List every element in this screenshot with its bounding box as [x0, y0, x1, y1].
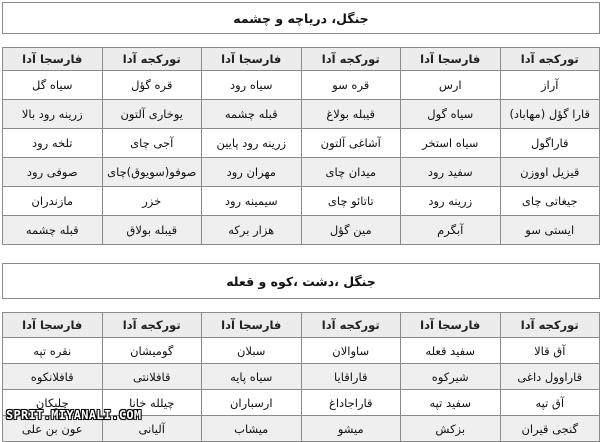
- table-cell: آق تپه: [500, 390, 600, 416]
- table-cell: قره سو: [301, 71, 401, 100]
- table-cell: سیاه رود: [202, 71, 302, 100]
- table-cell: قاراگول: [500, 129, 600, 158]
- table-cell: چیلله خانا: [102, 390, 202, 416]
- table-cell: یوخاری آلتون: [102, 100, 202, 129]
- table-cell: سیاه پایه: [202, 364, 302, 390]
- table-row: [3, 216, 600, 245]
- table-cell: بزکش: [401, 416, 501, 442]
- table-row: [3, 338, 600, 364]
- column-header: تورکجه آدا: [102, 313, 202, 338]
- table-cell: گومیشان: [102, 338, 202, 364]
- table-cell: آراز: [500, 71, 600, 100]
- table-cell: سبلان: [202, 338, 302, 364]
- table-cell: قارا گؤل (مهاباد): [500, 100, 600, 129]
- table-cell: قافلانتی: [102, 364, 202, 390]
- table-cell: تاتائو چای: [301, 187, 401, 216]
- table-cell: تلخه رود: [3, 129, 103, 158]
- table-cell: سفید تپه: [401, 390, 501, 416]
- table-row: [3, 71, 600, 100]
- table-cell: قیزیل اووزن: [500, 158, 600, 187]
- column-header: تورکجه آدا: [500, 313, 600, 338]
- table-cell: صوفو(سویوق)چای: [102, 158, 202, 187]
- table-cell: زرینه رود: [401, 187, 501, 216]
- table-cell: مازندران: [3, 187, 103, 216]
- table-cell: آجی چای: [102, 129, 202, 158]
- table-cell: قاراقایا: [301, 364, 401, 390]
- table-cell: ایستی سو: [500, 216, 600, 245]
- table-cell: زرینه رود پایین: [202, 129, 302, 158]
- column-header: تورکجه آدا: [500, 48, 600, 71]
- table-cell: قره گؤل: [102, 71, 202, 100]
- table-cell: هزار برکه: [202, 216, 302, 245]
- table-cell: سیاه گل: [3, 71, 103, 100]
- table-cell: آلیانی: [102, 416, 202, 442]
- table-row: [3, 187, 600, 216]
- table-cell: قافلانکوه: [3, 364, 103, 390]
- table-row: [3, 158, 600, 187]
- table-row: [3, 364, 600, 390]
- table-cell: زرینه رود بالا: [3, 100, 103, 129]
- column-header: فارسجا آدا: [401, 313, 501, 338]
- table-cell: صوفی رود: [3, 158, 103, 187]
- table-title: جنگل، دریاچه و چشمه: [3, 3, 600, 34]
- table-row: [3, 100, 600, 129]
- table-cell: قیبله بولاغ: [301, 100, 401, 129]
- column-header: تورکجه آدا: [301, 48, 401, 71]
- table-cell: آشاغی آلتون: [301, 129, 401, 158]
- column-header: فارسجا آدا: [3, 313, 103, 338]
- table-row: [3, 129, 600, 158]
- table-cell: سیاه گول: [401, 100, 501, 129]
- table-cell: مین گؤل: [301, 216, 401, 245]
- column-header: فارسجا آدا: [202, 313, 302, 338]
- table-spacer: [3, 299, 600, 313]
- table-cell: قیبله بولاق: [102, 216, 202, 245]
- table-spacer: [3, 34, 600, 48]
- table-cell: آق قالا: [500, 338, 600, 364]
- column-header: تورکجه آدا: [102, 48, 202, 71]
- table-cell: سیاه استخر: [401, 129, 501, 158]
- column-header: فارسجا آدا: [3, 48, 103, 71]
- column-header: فارسجا آدا: [202, 48, 302, 71]
- table-cell: خزر: [102, 187, 202, 216]
- table-cell: ساوالان: [301, 338, 401, 364]
- table-cell: قبله چشمه: [202, 100, 302, 129]
- table-cell: مهران رود: [202, 158, 302, 187]
- table-cell: سفید قعله: [401, 338, 501, 364]
- table-forest-lake-spring: [2, 2, 600, 245]
- table-cell: قاراوول داغی: [500, 364, 600, 390]
- table-cell: نقره تپه: [3, 338, 103, 364]
- table-cell: میدان چای: [301, 158, 401, 187]
- table-cell: جیغاتی چای: [500, 187, 600, 216]
- table-cell: ارسباران: [202, 390, 302, 416]
- table-cell: میشو: [301, 416, 401, 442]
- table-cell: گنجی قیران: [500, 416, 600, 442]
- table-cell: ارس: [401, 71, 501, 100]
- table-cell: شیرکوه: [401, 364, 501, 390]
- table-cell: میشاب: [202, 416, 302, 442]
- column-header: فارسجا آدا: [401, 48, 501, 71]
- table-cell: آبگرم: [401, 216, 501, 245]
- column-header: تورکجه آدا: [301, 313, 401, 338]
- table-cell: سیمینه رود: [202, 187, 302, 216]
- table-cell: عون بن علی: [3, 416, 103, 442]
- table-cell: چلیکان: [3, 390, 103, 416]
- table-cell: قاراجاداغ: [301, 390, 401, 416]
- watermark-text: SPRIT.MIYANALI.COM: [6, 408, 142, 422]
- table-cell: قبله چشمه: [3, 216, 103, 245]
- table-cell: سفید رود: [401, 158, 501, 187]
- table-title: جنگل ،دشت ،کوه و قعله: [3, 264, 600, 299]
